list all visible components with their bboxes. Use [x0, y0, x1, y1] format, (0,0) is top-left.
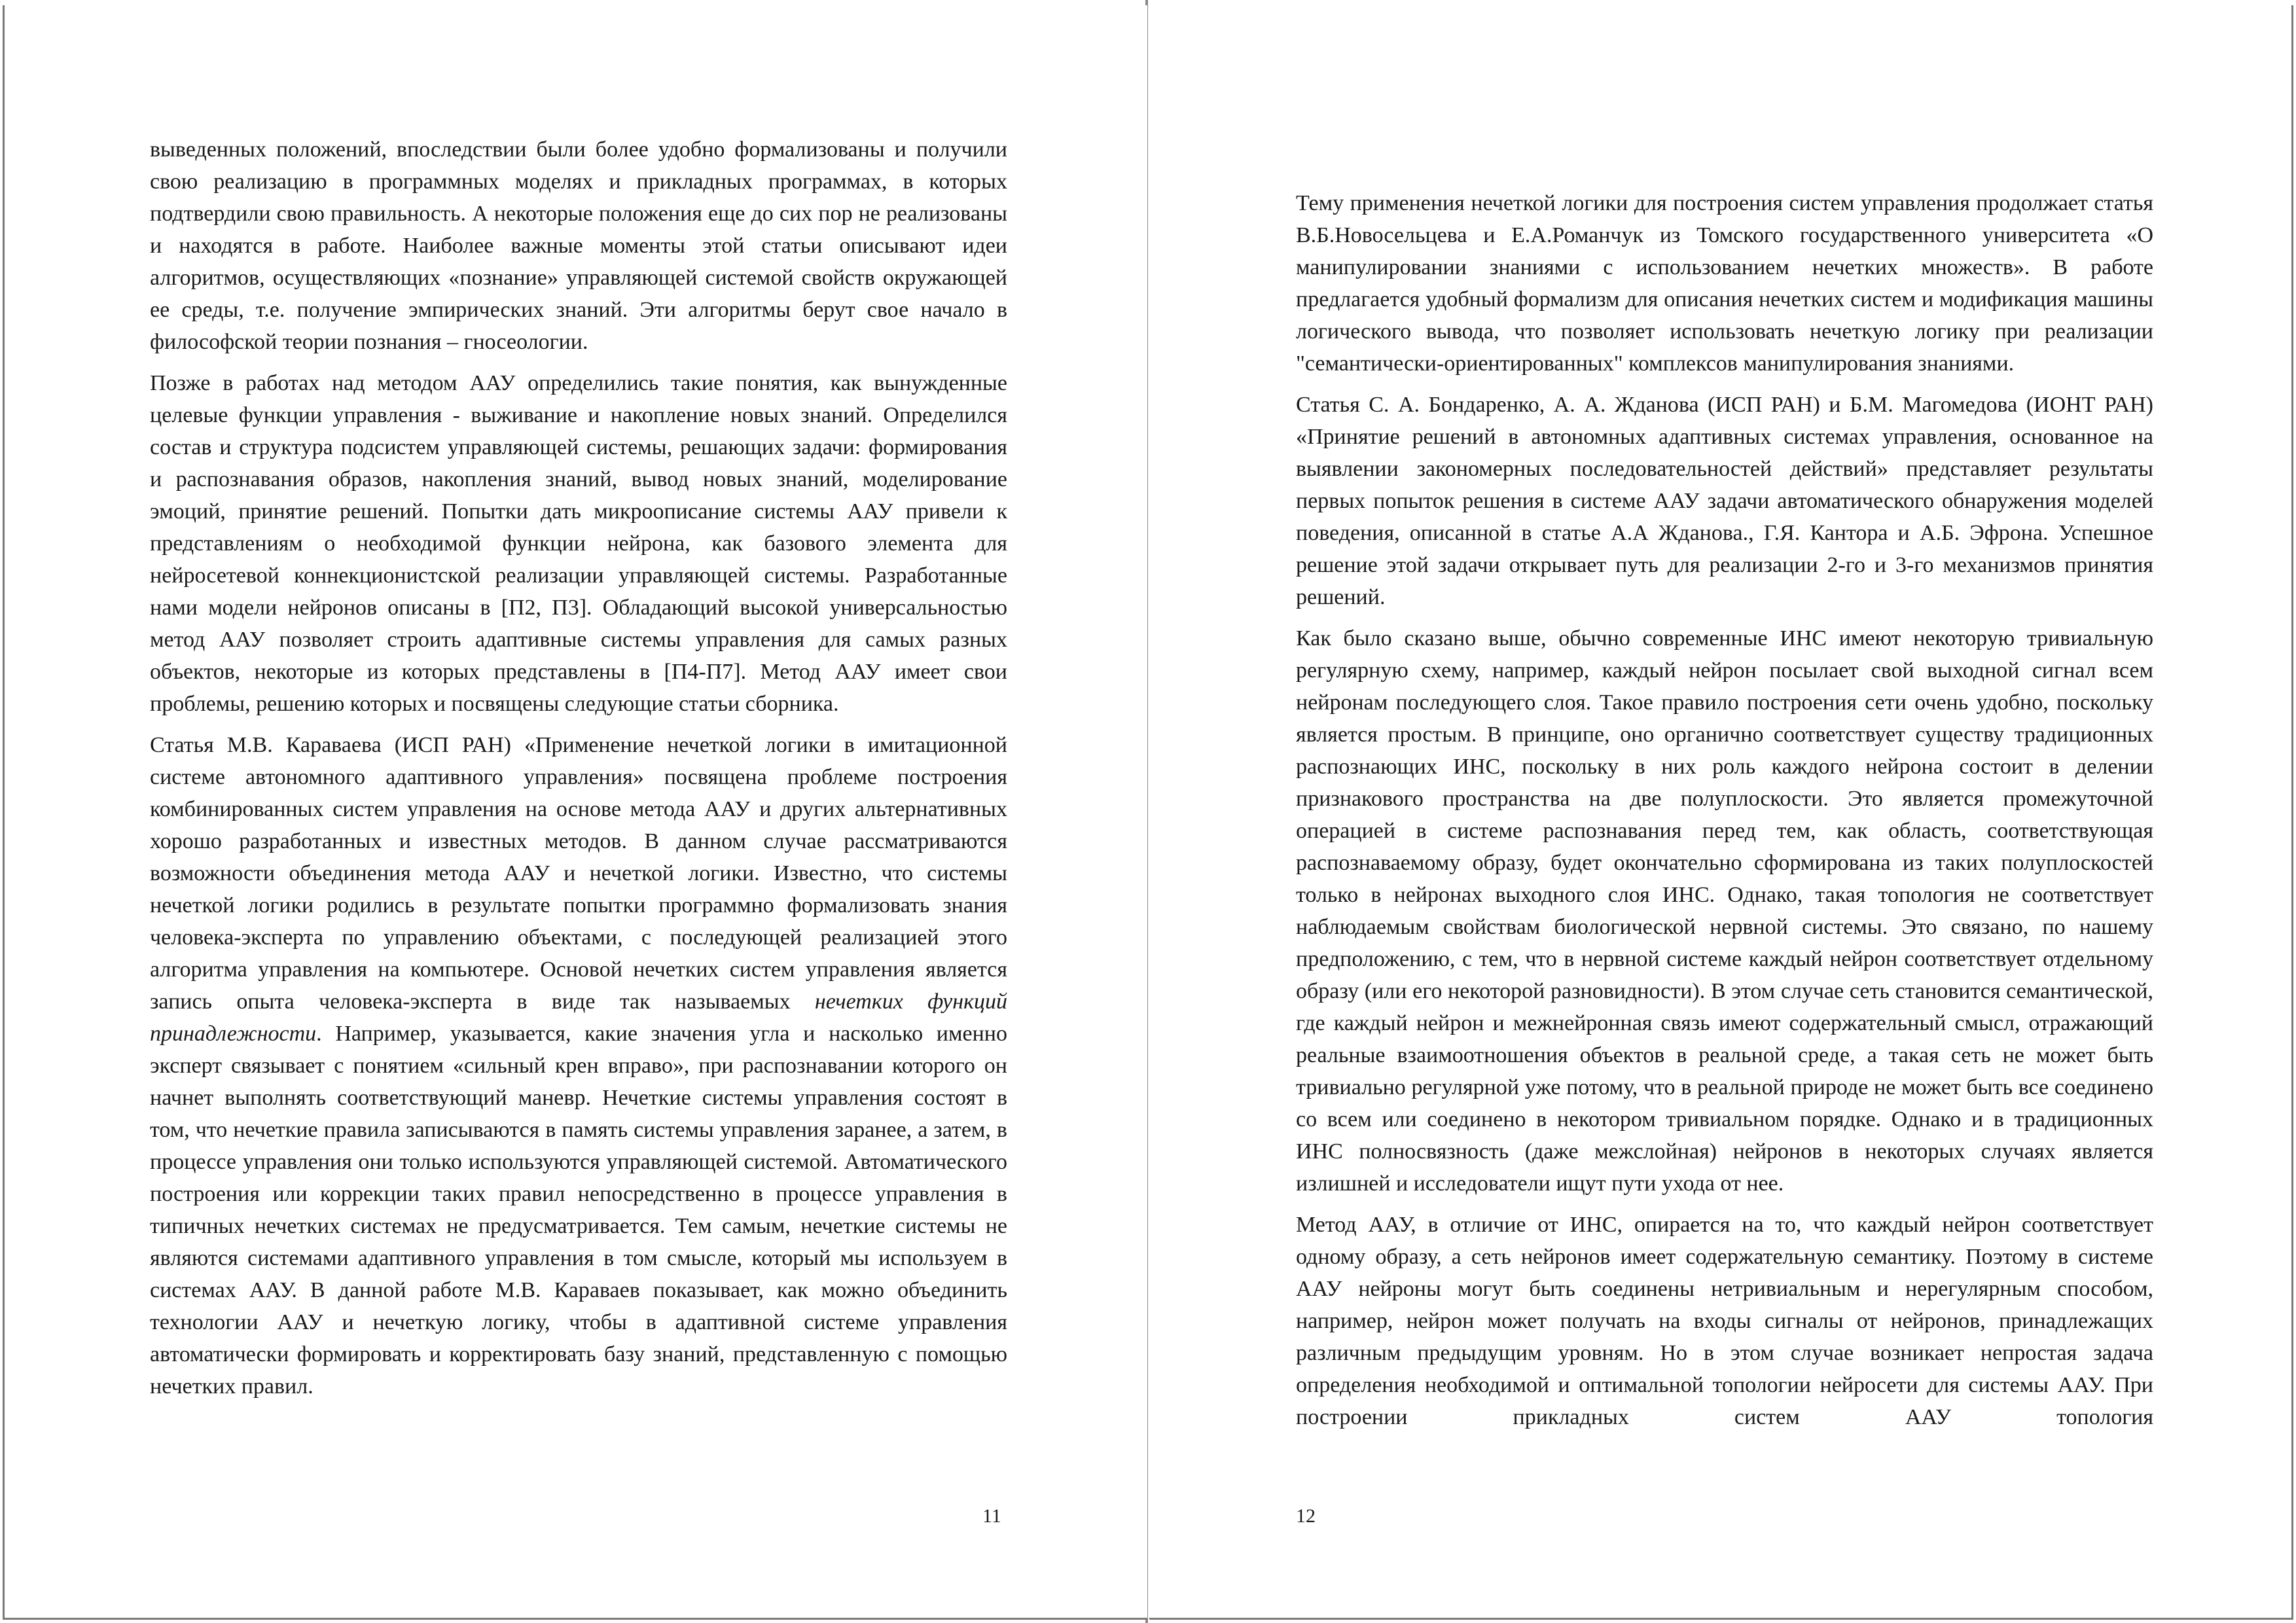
left-page [3, 5, 1147, 1620]
page-number-left: 11 [982, 1505, 1001, 1527]
right-paragraph-1: Тему применения нечеткой логики для построения систем управления продолжает статья В.Б.Новосельцева и Е.А.Романчук из Томского государственного университета «О манипулировании знаниями с использованием нечетких множеств». В работе предлагается удобный формализм для описания нечетких систем и модификация машины логического вывода, что позволяет использовать нечеткую логику при реализации "семантически-ориентированных" комплексов манипулирования знаниями. [1296, 191, 2153, 376]
left-paragraph-2: Позже в работах над методом ААУ определились такие понятия, как вынужденные целевые функции управления - выживание и накопление новых знаний. Определился состав и структура подсистем управляющей системы, решающих задачи: формирования и распознавания образов, накопления знаний, вывод новых знаний, моделирование эмоций, принятие решений. Попытки дать микроописание системы ААУ привели к представлениям о необходимой функции нейрона, как базового элемента для нейросетевой коннекционистской реализации управляющей системы. Разработанные нами модели нейронов описаны в [П2, П3]. Обладающий высокой универсальностью метод ААУ позволяет строить адаптивные системы управления для самых разных объектов, некоторые из которых представлены в [П4-П7]. Метод ААУ имеет свои проблемы, решению которых и посвящены следующие статьи сборника. [150, 371, 1007, 716]
right-paragraph-4: Метод ААУ, в отличие от ИНС, опирается на то, что каждый нейрон соответствует одному образу, а сеть нейронов имеет содержательную семантику. Поэтому в системе ААУ нейроны могут быть соединены нетривиальным и нерегулярным способом, например, нейрон может получать на входы сигналы от нейронов, принадлежащих различным предыдущим уровням. Но в этом случае возникает непростая задача определения необходимой и оптимальной топологии нейросети для системы ААУ. При построении прикладных систем ААУ топология [1296, 1213, 2153, 1429]
right-paragraph-3: Как было сказано выше, обычно современные ИНС имеют некоторую тривиальную регулярную схему, например, каждый нейрон посылает свой выходной сигнал всем нейронам последующего слоя. Такое правило построения сети очень удобно, поскольку является простым. В принципе, оно органично соответствует существу традиционных распознающих ИНС, поскольку в них роль каждого нейрона состоит в делении признакового пространства на две полуплоскости. Это является промежуточной операцией в системе распознавания перед тем, как область, соответствующая распознаваемому образу, будет окончательно сформирована из таких полуплоскостей только в нейронах выходного слоя ИНС. Однако, такая топология не соответствует наблюдаемым свойствам биологической нервной системы. Это связано, по нашему предположению, с тем, что в нервной системе каждый нейрон соответствует отдельному образу (или его некоторой разновидности). В этом случае сеть становится семантической, где каждый нейрон и межнейронная связь имеют содержательный смысл, отражающий реальные взаимоотношения объектов в реальной среде, а такая сеть не может быть тривиально регулярной уже потому, что в реальной природе не может быть все соединено со всем или соединено в некотором тривиальном порядке. Однако и в традиционных ИНС полносвязность (даже межслойная) нейронов в некоторых случаях является излишней и исследователи ищут пути ухода от нее. [1296, 626, 2153, 1196]
right-paragraph-2: Статья С. А. Бондаренко, А. А. Жданова (ИСП РАН) и Б.М. Магомедова (ИОНТ РАН) «Принятие решений в автономных адаптивных системах управления, основанное на выявлении закономерных последовательностей действий» представляет результаты первых попыток решения в системе ААУ задачи автоматического обнаружения моделей поведения, описанной в статье А.А Жданова., Г.Я. Кантора и А.Б. Эфрона. Успешное решение этой задачи открывает путь для реализации 2-го и 3-го механизмов принятия решений. [1296, 393, 2153, 609]
left-paragraph-1: выведенных положений, впоследствии были более удобно формализованы и получили свою реализацию в программных моделях и прикладных программах, в которых подтвердили свою правильность. А некоторые положения еще до сих пор не реализованы и находятся в работе. Наиболее важные моменты этой статьи описывают идеи алгоритмов, осуществляющих «познание» управляющей системой свойств окружающей ее среды, т.е. получение эмпирических знаний. Эти алгоритмы берут свое начало в философской теории познания – гносеологии. [150, 137, 1007, 354]
left-paragraph-3-part-1: Статья М.В. Караваева (ИСП РАН) «Применение нечеткой логики в имитационной системе автономного адаптивного управления» посвящена проблеме построения комбинированных систем управления на основе метода ААУ и других альтернативных хорошо разработанных и известных методов. В данном случае рассматриваются возможности объединения метода ААУ и нечеткой логики. Известно, что системы нечеткой логики родились в результате попытки программно формализовать знания человека-эксперта по управлению объектами, с последующей реализацией этого алгоритма управления на компьютере. Основой нечетких систем управления является запись опыта человека-эксперта в виде так называемых [150, 733, 1007, 1014]
page-number-right: 12 [1296, 1505, 1316, 1527]
left-page-text [150, 134, 1007, 1412]
left-paragraph-3-italic-term: нечетких функций принадлежности [150, 990, 1007, 1046]
right-page-text [1296, 187, 2153, 1442]
right-page [1149, 5, 2293, 1620]
left-paragraph-3 [150, 729, 1007, 1402]
left-paragraph-3-part-2: . Например, указывается, какие значения угла и насколько именно эксперт связывает с понятием «сильный крен вправо», при распознавании которого он начнет выполнять соответствующий маневр. Нечеткие системы управления состоят в том, что нечеткие правила записываются в память системы управления заранее, а затем, в процессе управления они только используются управляющей системой. Автоматического построения или коррекции таких правил непосредственно в процессе управления в типичных нечетких системах не предусматривается. Тем самым, нечеткие системы не являются системами адаптивного управления в том смысле, который мы используем в системах ААУ. В данной работе М.В. Караваев показывает, как можно объединить технологии ААУ и нечеткую логику, чтобы в адаптивной системе управления автоматически формировать и корректировать базу знаний, представленную с помощью нечетких правил. [150, 1022, 1007, 1399]
